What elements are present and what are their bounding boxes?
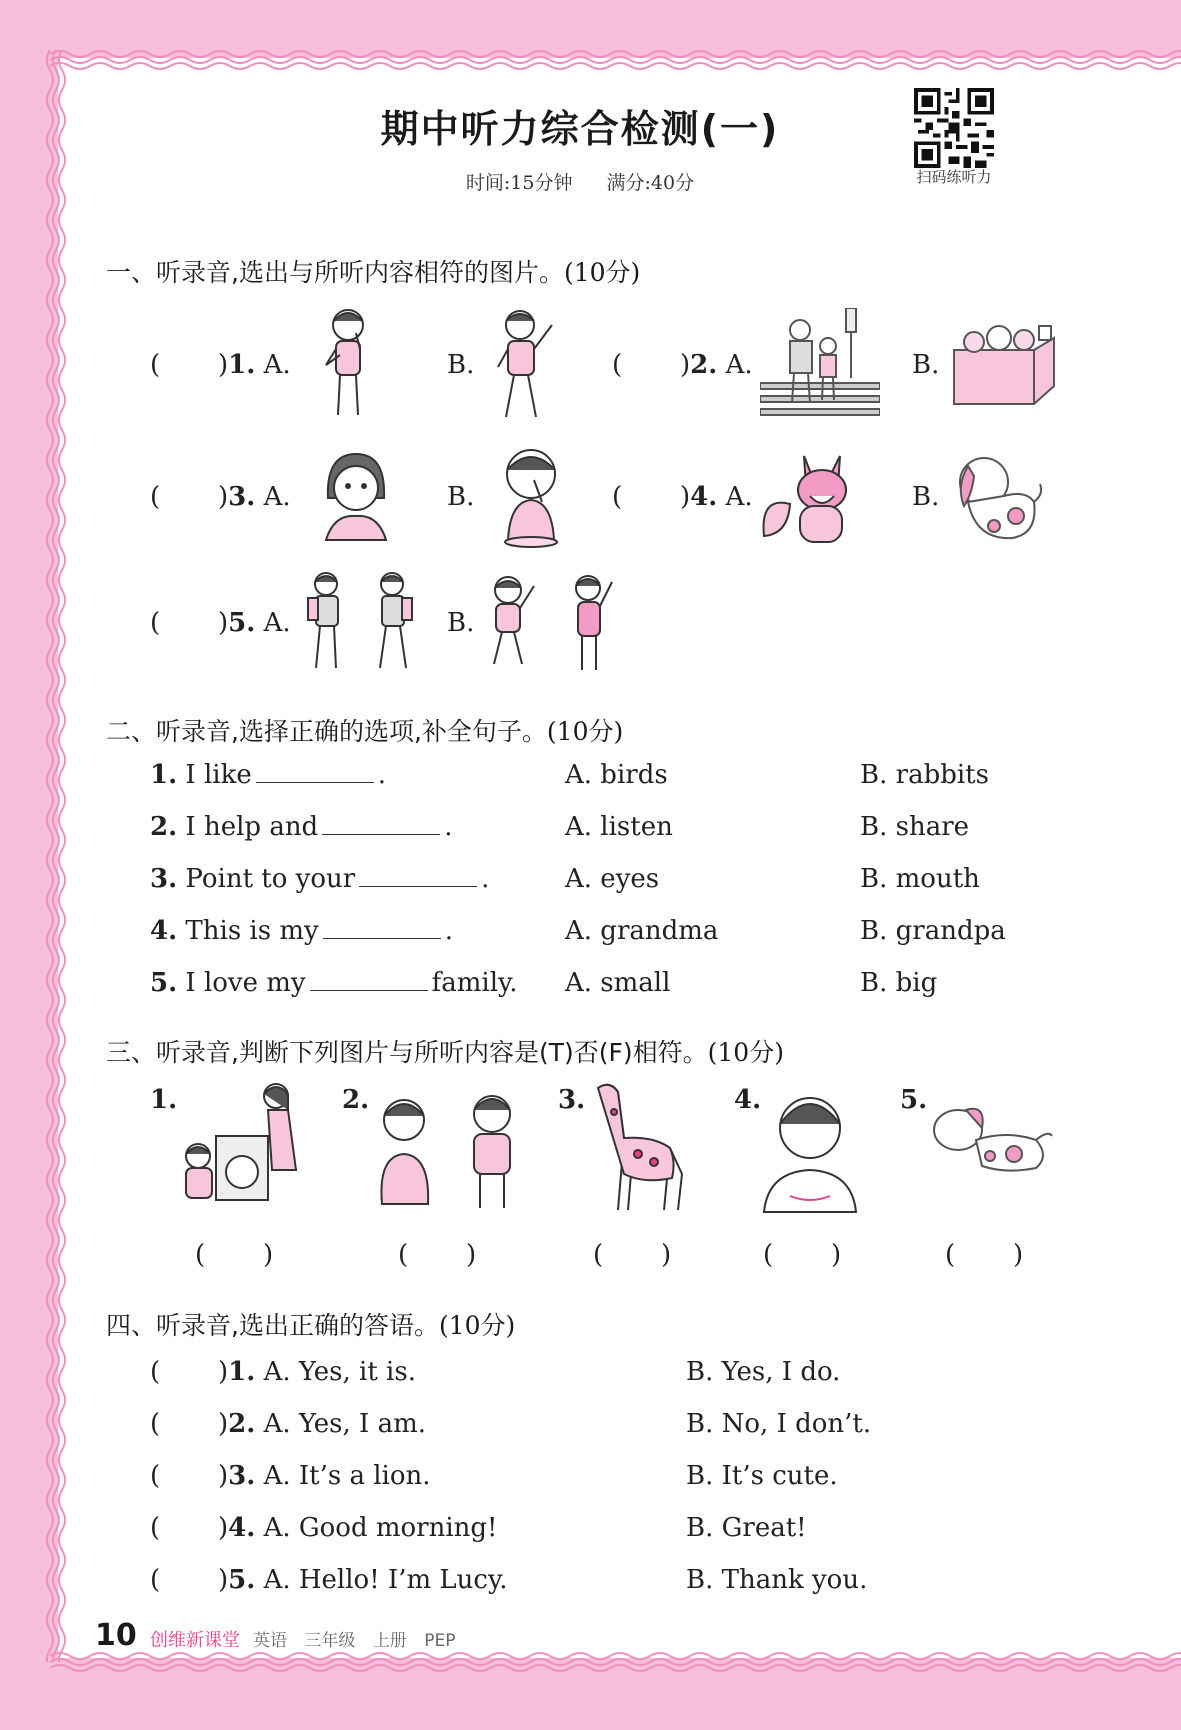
s3-item-2-num: 2. xyxy=(342,1085,370,1115)
section-2-title: 二、听录音,选择正确的选项,补全句子。 xyxy=(106,717,547,746)
option-b-label: B. xyxy=(447,608,475,638)
option-b: B. No, I don’t. xyxy=(686,1409,872,1439)
s1-item-5 xyxy=(150,608,291,638)
page-title: 期中听力综合检测(一) xyxy=(380,107,780,151)
volume: 上册 xyxy=(372,1631,407,1651)
answer-bracket[interactable]: ( ) xyxy=(150,482,229,512)
crossing-street-picture xyxy=(760,308,880,420)
option-a: A. small xyxy=(565,968,671,998)
s4-item-4 xyxy=(150,1513,498,1543)
answer-bracket[interactable]: ( ) xyxy=(150,1357,229,1387)
option-b-label: B. xyxy=(447,350,475,380)
answer-bracket[interactable]: ( ) xyxy=(612,350,691,380)
answer-bracket[interactable]: ( ) xyxy=(945,1240,1024,1270)
option-a: A. birds xyxy=(565,760,668,790)
section-4-points: (10分) xyxy=(438,1311,516,1340)
option-a: A. Good morning! xyxy=(263,1513,498,1543)
boy-portrait-picture xyxy=(760,1080,860,1214)
s4-item-num: 5. xyxy=(228,1565,256,1595)
s2-item-num: 1. xyxy=(150,760,178,790)
s3-item-5-num: 5. xyxy=(900,1085,928,1115)
time-limit: 时间:15分钟 xyxy=(465,172,573,194)
option-b: B. grandpa xyxy=(860,916,1006,946)
option-a-label: A. xyxy=(263,482,291,512)
sentence-start: This is my xyxy=(185,916,319,946)
sentence-end: . xyxy=(481,864,490,894)
s2-item-num: 4. xyxy=(150,916,178,946)
option-a-label: A. xyxy=(263,608,291,638)
option-b-label: B. xyxy=(447,482,475,512)
s2-item-num: 2. xyxy=(150,812,178,842)
option-b-label: B. xyxy=(912,350,940,380)
subject: 英语 xyxy=(253,1631,287,1651)
s3-item-3-num: 3. xyxy=(558,1085,586,1115)
qr-caption: 扫码练听力 xyxy=(916,168,992,186)
sentence-end: . xyxy=(377,760,386,790)
s1-item-num: 4. xyxy=(690,482,718,512)
answer-bracket[interactable]: ( ) xyxy=(593,1240,672,1270)
s4-item-3 xyxy=(150,1461,431,1491)
s2-item-5 xyxy=(150,968,518,998)
section-3-points: (10分) xyxy=(707,1038,784,1067)
two-children-waving-picture xyxy=(478,572,618,676)
option-b: B. It’s cute. xyxy=(686,1461,838,1491)
sentence-end: . xyxy=(444,812,453,842)
s3-item-1-num: 1. xyxy=(150,1085,178,1115)
sentence-end: . xyxy=(444,916,453,946)
s4-item-num: 2. xyxy=(228,1409,256,1439)
s2-item-num: 5. xyxy=(150,968,178,998)
answer-bracket[interactable]: ( ) xyxy=(398,1240,477,1270)
section-2-heading xyxy=(106,712,623,748)
sentence-start: I help and xyxy=(185,812,319,842)
fill-blank[interactable] xyxy=(322,812,440,835)
s3-item-4-num: 4. xyxy=(734,1085,762,1115)
s2-item-2 xyxy=(150,812,452,842)
s2-item-num: 3. xyxy=(150,864,178,894)
answer-bracket[interactable]: ( ) xyxy=(763,1240,842,1270)
section-4-heading xyxy=(106,1306,515,1342)
section-1-heading xyxy=(106,253,640,289)
brand-name: 创维新课堂 xyxy=(150,1630,240,1651)
option-b: B. big xyxy=(860,968,938,998)
option-b: B. rabbits xyxy=(860,760,989,790)
option-b: B. mouth xyxy=(860,864,980,894)
girl-sitting-and-boy-picture xyxy=(368,1080,528,1210)
page-number: 10 xyxy=(95,1618,137,1653)
sentence-start: I like xyxy=(185,760,252,790)
option-a-label: A. xyxy=(263,350,291,380)
bottom-wave-border xyxy=(50,1650,1181,1674)
running-dog-picture xyxy=(926,1100,1056,1184)
s1-item-1 xyxy=(150,350,291,380)
s4-item-num: 4. xyxy=(228,1513,256,1543)
qr-code-icon[interactable] xyxy=(914,88,994,168)
section-2-points: (10分) xyxy=(546,717,624,746)
answer-bracket[interactable]: ( ) xyxy=(150,1565,229,1595)
section-1-title: 一、听录音,选出与所听内容相符的图片。 xyxy=(106,258,564,287)
s4-item-2 xyxy=(150,1409,426,1439)
option-a: A. Yes, I am. xyxy=(263,1409,426,1439)
section-1-points: (10分) xyxy=(563,258,641,287)
s2-item-1 xyxy=(150,760,386,790)
option-a: A. eyes xyxy=(565,864,660,894)
fill-blank[interactable] xyxy=(256,760,374,783)
option-b-label: B. xyxy=(912,482,940,512)
sentence-start: I love my xyxy=(185,968,306,998)
boy-waving-picture xyxy=(492,305,562,425)
s1-item-3 xyxy=(150,482,291,512)
answer-bracket[interactable]: ( ) xyxy=(195,1240,274,1270)
girl-portrait-picture xyxy=(320,448,392,544)
option-b: B. Thank you. xyxy=(686,1565,868,1595)
option-a: A. grandma xyxy=(565,916,719,946)
option-a: A. Yes, it is. xyxy=(263,1357,416,1387)
s1-item-4 xyxy=(612,482,753,512)
answer-bracket[interactable]: ( ) xyxy=(150,350,229,380)
s1-item-num: 1. xyxy=(228,350,256,380)
section-3-title: 三、听录音,判断下列图片与所听内容是(T)否(F)相符。 xyxy=(106,1038,708,1067)
fill-blank[interactable] xyxy=(359,864,477,887)
sentence-start: Point to your xyxy=(185,864,356,894)
option-a: A. listen xyxy=(565,812,673,842)
s4-item-1 xyxy=(150,1357,416,1387)
s1-item-2 xyxy=(612,350,753,380)
option-b: B. Great! xyxy=(686,1513,807,1543)
option-a: A. Hello! I’m Lucy. xyxy=(263,1565,508,1595)
option-b: B. Yes, I do. xyxy=(686,1357,841,1387)
left-wave-border xyxy=(44,50,68,1662)
s1-item-num: 3. xyxy=(228,482,256,512)
answer-bracket[interactable]: ( ) xyxy=(150,1513,229,1543)
answer-bracket[interactable]: ( ) xyxy=(150,1461,229,1491)
girl-with-washing-machine-picture xyxy=(176,1080,310,1210)
book-info xyxy=(253,1626,467,1651)
section-4-title: 四、听录音,选出正确的答语。 xyxy=(106,1311,439,1340)
option-b: B. share xyxy=(860,812,970,842)
answer-bracket[interactable]: ( ) xyxy=(150,1409,229,1439)
boy-touching-nose-picture xyxy=(496,444,566,548)
s2-item-3 xyxy=(150,864,489,894)
grade: 三年级 xyxy=(304,1631,356,1651)
full-score: 满分:40分 xyxy=(606,172,695,194)
fill-blank[interactable] xyxy=(323,916,441,939)
option-a: A. It’s a lion. xyxy=(263,1461,431,1491)
s4-item-num: 3. xyxy=(228,1461,256,1491)
top-wave-border xyxy=(50,46,1181,70)
edition: PEP xyxy=(424,1631,456,1651)
option-a-label: A. xyxy=(725,482,753,512)
section-3-heading xyxy=(106,1033,784,1069)
boy-pointing-self-picture xyxy=(318,305,378,425)
answer-bracket[interactable]: ( ) xyxy=(612,482,691,512)
toy-box-picture xyxy=(944,320,1064,410)
s1-item-num: 2. xyxy=(690,350,718,380)
fill-blank[interactable] xyxy=(310,968,428,991)
fox-picture xyxy=(760,446,870,550)
s4-item-5 xyxy=(150,1565,507,1595)
s4-item-num: 1. xyxy=(228,1357,256,1387)
answer-bracket[interactable]: ( ) xyxy=(150,608,229,638)
giraffe-picture xyxy=(584,1078,704,1218)
option-a-label: A. xyxy=(725,350,753,380)
two-boys-with-backpacks-picture xyxy=(296,570,426,674)
puppy-picture xyxy=(946,446,1046,546)
sentence-end: family. xyxy=(431,968,518,998)
s2-item-4 xyxy=(150,916,453,946)
s1-item-num: 5. xyxy=(228,608,256,638)
